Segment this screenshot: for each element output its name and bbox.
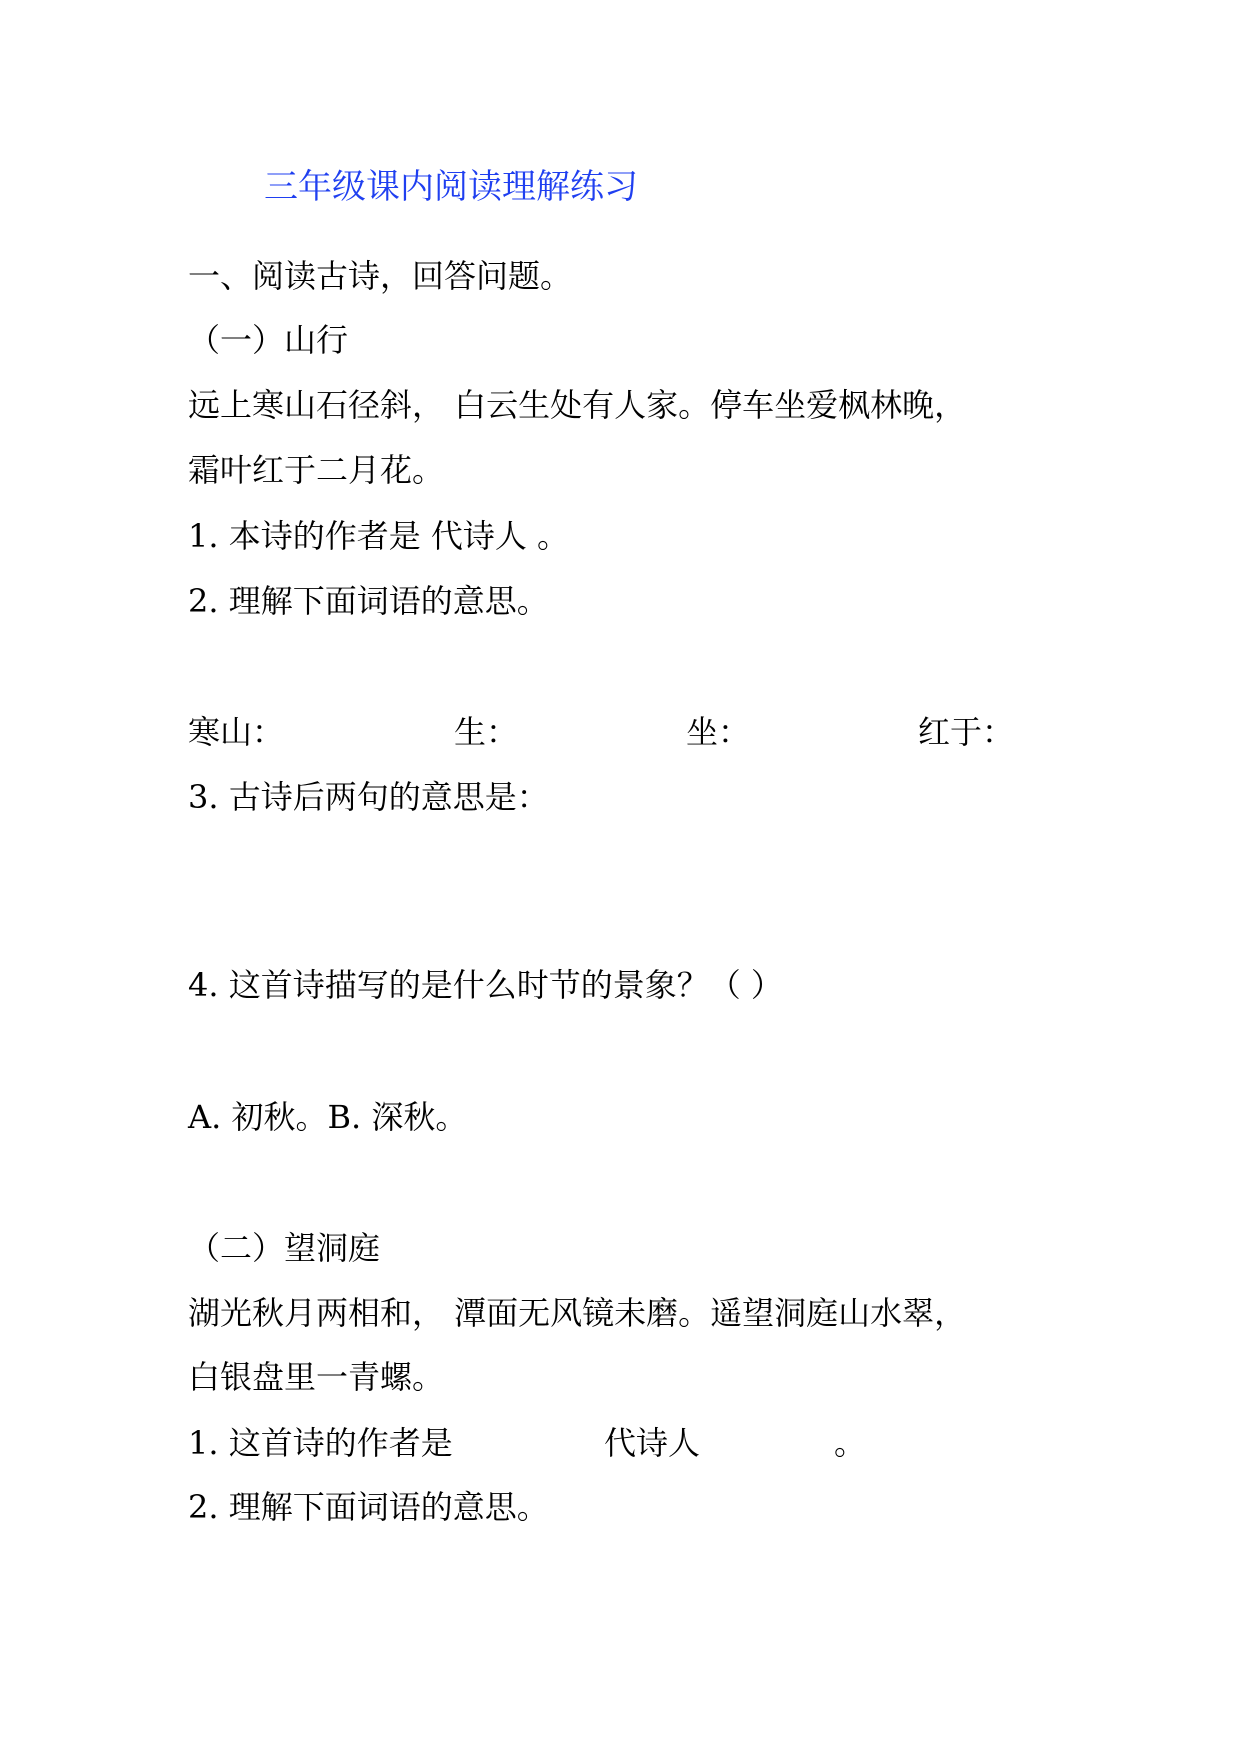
poem2-line2: 白银盘里一青螺。 <box>188 1358 445 1396</box>
poem1-question-4: 4. 这首诗描写的是什么时节的景象？（ ） <box>188 966 783 1004</box>
poem1-question-3: 3. 古诗后两句的意思是： <box>188 778 549 816</box>
poem1-line1: 远上寒山石径斜， 白云生处有人家。停车坐爱枫林晚， <box>188 386 967 424</box>
page-title: 三年级课内阅读理解练习 <box>264 167 638 207</box>
term-hongyu: 红于： <box>918 713 1015 751</box>
poem1-line2: 霜叶红于二月花。 <box>188 451 445 489</box>
poem1-question-2: 2. 理解下面词语的意思。 <box>188 582 549 620</box>
poem2-line1: 湖光秋月两相和， 潭面无风镜未磨。遥望洞庭山水翠， <box>188 1294 967 1332</box>
poem2-question-1-part3: 。 <box>834 1424 867 1462</box>
term-hanshan: 寒山： <box>188 713 285 751</box>
poem2-question-1-part1: 1. 这首诗的作者是 <box>188 1424 453 1462</box>
poem2-question-2: 2. 理解下面词语的意思。 <box>188 1488 549 1526</box>
term-zuo: 坐： <box>686 713 751 751</box>
poem1-options: A. 初秋。B. 深秋。 <box>188 1098 468 1136</box>
poem2-title: （二）望洞庭 <box>188 1229 381 1267</box>
poem1-title: （一）山行 <box>188 321 349 359</box>
poem2-question-1-part2: 代诗人 <box>604 1424 701 1462</box>
section-heading: 一、阅读古诗，回答问题。 <box>188 257 573 295</box>
term-sheng: 生： <box>454 713 519 751</box>
poem1-question-1: 1. 本诗的作者是 代诗人 。 <box>188 517 570 555</box>
